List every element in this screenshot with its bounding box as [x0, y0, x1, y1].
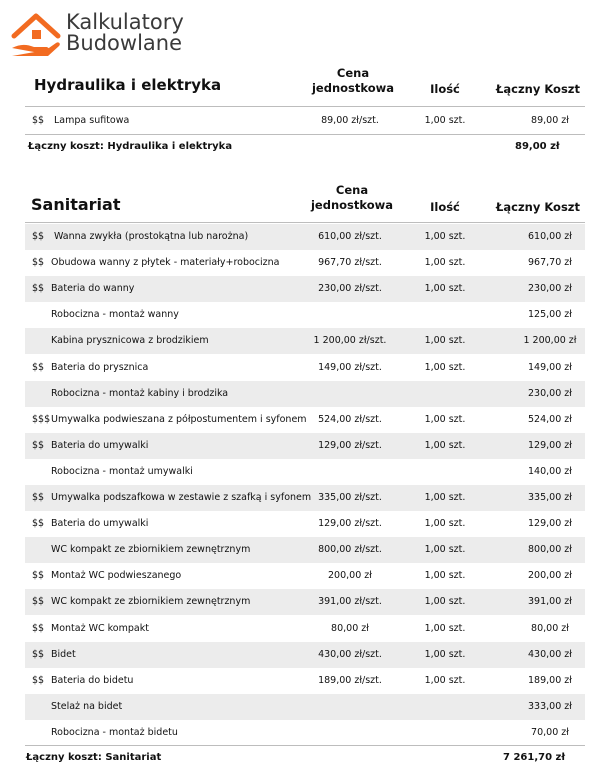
row-total: 129,00 zł — [528, 518, 572, 530]
quantity: 1,00 szt. — [424, 335, 466, 347]
divider — [25, 745, 585, 746]
unit-price: 430,00 zł/szt. — [318, 648, 382, 660]
table-row — [25, 589, 585, 615]
quantity: 1,00 szt. — [424, 413, 466, 425]
row-total: 70,00 zł — [531, 726, 569, 738]
unit-price: 129,00 zł/szt. — [318, 439, 382, 451]
row-total: 1 200,00 zł — [523, 335, 577, 347]
quantity: 1,00 szt. — [424, 622, 466, 634]
unit-price: 524,00 zł/szt. — [318, 413, 382, 425]
item-name: Montaż WC kompakt — [51, 622, 149, 634]
price-tier: $$ — [32, 439, 45, 451]
item-name: Montaż WC podwieszanego — [51, 570, 182, 582]
table-row — [25, 276, 585, 302]
item-name: Robocizna - montaż wanny — [51, 309, 179, 321]
table-row — [25, 668, 585, 694]
quantity: 1,00 szt. — [424, 231, 466, 242]
section-total-value: 7 261,70 zł — [503, 752, 566, 763]
table-row — [25, 511, 585, 537]
unit-price: 610,00 zł/szt. — [318, 231, 382, 242]
item-name: WC kompakt ze zbiornikiem zewnętrznym — [51, 596, 251, 608]
table-row — [25, 224, 585, 250]
section-total-label: Łączny koszt: Hydraulika i elektryka — [28, 141, 233, 152]
price-tier: $$$ — [32, 413, 51, 425]
row-total: 89,00 zł — [531, 115, 569, 126]
table-row — [25, 328, 585, 354]
row-total: 800,00 zł — [528, 544, 572, 556]
price-tier: $$ — [32, 257, 45, 269]
unit-price: 391,00 zł/szt. — [318, 596, 382, 608]
row-total: 129,00 zł — [528, 439, 572, 451]
section-title-sanitariat: Sanitariat — [31, 195, 121, 214]
row-total: 125,00 zł — [528, 309, 572, 321]
logo-line2: Budowlane — [66, 31, 183, 55]
table-row — [25, 720, 585, 746]
unit-price: 129,00 zł/szt. — [318, 518, 382, 530]
price-tier: $$ — [32, 674, 45, 686]
table-row — [25, 537, 585, 563]
logo[interactable] — [10, 6, 210, 62]
header-qty: Ilość — [430, 82, 460, 96]
table-row — [25, 642, 585, 668]
unit-price: 80,00 zł — [331, 622, 369, 634]
price-tier: $$ — [32, 570, 45, 582]
item-name: Bidet — [51, 648, 76, 660]
divider — [25, 106, 585, 107]
unit-price: 230,00 zł/szt. — [318, 283, 382, 295]
quantity: 1,00 szt. — [424, 648, 466, 660]
quantity: 1,00 szt. — [424, 570, 466, 582]
unit-price: 1 200,00 zł/szt. — [313, 335, 387, 347]
section-title-hydraulika: Hydraulika i elektryka — [34, 76, 222, 94]
row-total: 189,00 zł — [528, 674, 572, 686]
item-name: WC kompakt ze zbiornikiem zewnętrznym — [51, 544, 251, 556]
price-tier: $$ — [32, 231, 45, 242]
header-price-line1: Cena — [335, 183, 369, 197]
section-total-label: Łączny koszt: Sanitariat — [26, 752, 162, 763]
row-total: 80,00 zł — [531, 622, 569, 634]
row-total: 149,00 zł — [528, 361, 572, 373]
price-tier: $$ — [32, 622, 45, 634]
unit-price: 967,70 zł/szt. — [318, 257, 382, 269]
item-name: Stelaż na bidet — [51, 700, 123, 712]
item-name: Bateria do bidetu — [51, 674, 134, 686]
row-total: 430,00 zł — [528, 648, 572, 660]
item-name: Wanna zwykła (prostokątna lub narożna) — [54, 231, 249, 242]
header-price: Cena jednostkowa — [311, 66, 395, 95]
table-row — [25, 694, 585, 720]
header-total: Łączny Koszt — [496, 200, 580, 214]
item-name: Robocizna - montaż kabiny i brodzika — [51, 387, 229, 399]
row-total: 333,00 zł — [528, 700, 572, 712]
table-row — [25, 381, 585, 407]
item-name: Robocizna - montaż umywalki — [51, 465, 193, 477]
table-row — [25, 616, 585, 642]
row-total: 140,00 zł — [528, 465, 572, 477]
row-total: 230,00 zł — [528, 387, 572, 399]
unit-price: 149,00 zł/szt. — [318, 361, 382, 373]
row-total: 335,00 zł — [528, 492, 572, 503]
table-row — [25, 459, 585, 485]
unit-price: 800,00 zł/szt. — [318, 544, 382, 556]
price-tier: $$ — [32, 115, 45, 126]
item-name: Robocizna - montaż bidetu — [51, 726, 178, 738]
item-name: Bateria do prysznica — [51, 361, 149, 373]
table-row — [25, 302, 585, 328]
quantity: 1,00 szt. — [424, 674, 466, 686]
row-total: 200,00 zł — [528, 570, 572, 582]
item-name: Kabina prysznicowa z brodzikiem — [51, 335, 209, 347]
row-total: 524,00 zł — [528, 413, 572, 425]
table-row — [25, 355, 585, 381]
item-name: Obudowa wanny z płytek - materiały+robocizna — [51, 257, 280, 269]
unit-price: 335,00 zł/szt. — [318, 492, 382, 503]
row-total: 391,00 zł — [528, 596, 572, 608]
logo-line1: Kalkulatory — [66, 10, 184, 34]
header-total: Łączny Koszt — [496, 82, 580, 96]
table-row — [25, 485, 585, 511]
quantity: 1,00 szt. — [424, 596, 466, 608]
quantity: 1,00 szt. — [424, 518, 466, 530]
item-name: Umywalka podszafkowa w zestawie z szafką i syfonem — [51, 492, 312, 503]
price-tier: $$ — [32, 596, 45, 608]
table-row — [25, 407, 585, 433]
table-row — [25, 250, 585, 276]
house-hand-icon — [10, 10, 62, 60]
header-price-line2: jednostkowa — [310, 198, 394, 212]
section-total-value: 89,00 zł — [515, 141, 560, 152]
row-total: 967,70 zł — [528, 257, 572, 269]
quantity: 1,00 szt. — [424, 361, 466, 373]
item-name: Bateria do wanny — [51, 283, 135, 295]
quantity: 1,00 szt. — [424, 439, 466, 451]
row-total: 230,00 zł — [528, 283, 572, 295]
quantity: 1,00 szt. — [424, 492, 466, 503]
item-name: Lampa sufitowa — [54, 115, 130, 126]
divider — [25, 134, 585, 135]
table-row — [25, 433, 585, 459]
row-total: 610,00 zł — [528, 231, 572, 242]
divider — [25, 222, 585, 223]
table-row — [25, 108, 585, 134]
item-name: Bateria do umywalki — [51, 439, 149, 451]
unit-price: 200,00 zł — [328, 570, 372, 582]
price-tier: $$ — [32, 283, 45, 295]
logo-text — [66, 12, 184, 54]
quantity: 1,00 szt. — [424, 257, 466, 269]
unit-price: 89,00 zł/szt. — [321, 115, 379, 126]
quantity: 1,00 szt. — [424, 283, 466, 295]
item-name: Bateria do umywalki — [51, 518, 149, 530]
table-row — [25, 563, 585, 589]
unit-price: 189,00 zł/szt. — [318, 674, 382, 686]
item-name: Umywalka podwieszana z półpostumentem i syfonem — [51, 413, 307, 425]
price-tier: $$ — [32, 648, 45, 660]
quantity: 1,00 szt. — [424, 115, 466, 126]
price-tier: $$ — [32, 361, 45, 373]
header-qty: Ilość — [430, 200, 460, 214]
price-tier: $$ — [32, 518, 45, 530]
header-price — [302, 183, 402, 213]
quantity: 1,00 szt. — [424, 544, 466, 556]
price-tier: $$ — [32, 492, 45, 503]
